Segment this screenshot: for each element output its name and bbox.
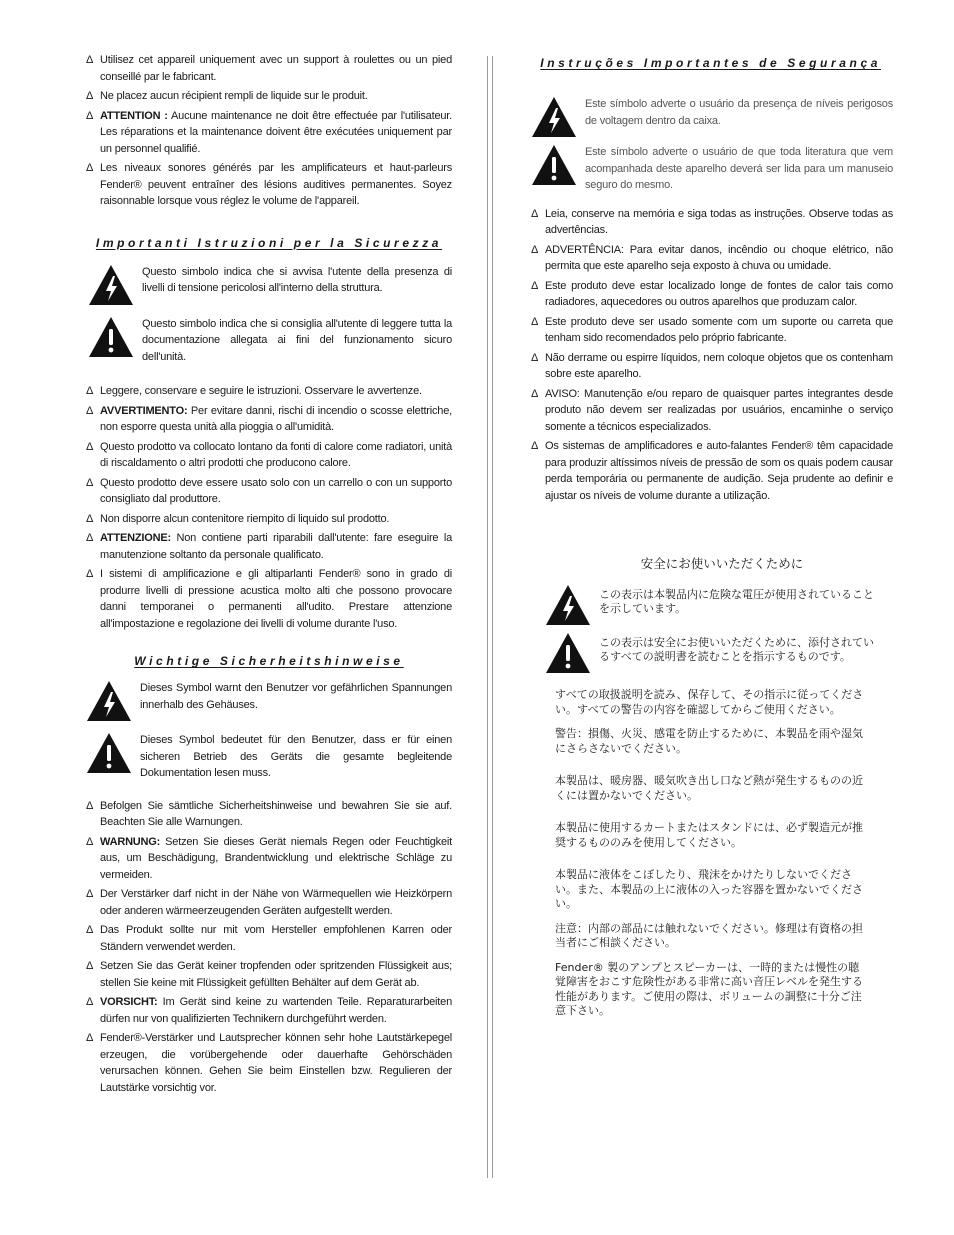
list-item <box>86 383 452 400</box>
list-item <box>531 438 893 504</box>
german-symbol-lightning <box>86 680 452 722</box>
delta-bullet: Δ <box>531 207 539 220</box>
item-text: Non contiene parti riparabili dall'utente: fare eseguire la manutenzione soltanto da personale qualificato. <box>100 532 453 561</box>
delta-bullet: Δ <box>86 476 94 489</box>
japanese-paragraph: 本製品は、暖房器、暖気吹き出し口など熱が発生するものの近くには置かないでください。 <box>555 774 863 802</box>
item-text: Les niveaux sonores générés par les amplificateurs et haut-parleurs Fender® peuvent entraîner des lésions auditives permanentes. Soyez raisonnable lorsque vous réglez le volume de l'appareil. <box>100 162 452 207</box>
delta-bullet: Δ <box>86 924 94 936</box>
item-text: Este produto deve ser usado somente com um suporte ou carreta que tenham sido recomendados pelo próprio fabricante. <box>545 315 893 344</box>
japanese-paragraph: 本製品に液体をこぼしたり、飛沫をかけたりしないでください。また、本製品の上に液体の入った容器を置かないでください。 <box>555 868 863 910</box>
delta-bullet: Δ <box>86 1032 94 1044</box>
item-text: Non disporre alcun contenitore riempito di liquido sul prodotto. <box>100 512 390 525</box>
item-text: AVISO: Manutenção e/ou reparo de quaisquer partes integrantes desde produto não devem ser realizadas por usuários, encaminhe o serviço somente a técnicos especializados. <box>545 387 893 433</box>
delta-bullet: Δ <box>86 109 94 122</box>
exclamation-warning-icon <box>86 732 132 774</box>
list-item <box>86 403 452 436</box>
item-text: Leia, conserve na memória e siga todas as instruções. Observe todas as advertências. <box>545 207 893 236</box>
list-item <box>86 834 452 884</box>
symbol-description: Dieses Symbol bedeutet für den Benutzer, dass er für einen sicheren Betrieb des Geräts die gesamte begleitende Dokumentation lesen muss. <box>140 734 452 779</box>
delta-bullet: Δ <box>86 404 94 417</box>
symbol-description: Dieses Symbol warnt den Benutzer vor gefährlichen Spannungen innerhalb des Gehäuses. <box>140 682 452 711</box>
list-item <box>86 108 452 158</box>
delta-bullet: Δ <box>86 568 94 580</box>
item-text: I sistemi di amplificazione e gli altiparlanti Fender® sono in grado di produrre livelli di pressione acustica molto alti che possono provocare danni temporanei o permanenti all'udito. Prestare attenzione all'impostazione e regolazione dei livelli di volume durante l'uso. <box>100 568 452 630</box>
japanese-symbol-lightning <box>545 584 875 626</box>
japanese-paragraph-text: 製のアンプとスピーカーは、一時的または慢性の聴覚障害をおこす危険性がある非常に高い音圧レベルを発生する性能があります。ご使用の際は、ボリュームの調整に十分ご注意下さい。 <box>555 960 863 1017</box>
column-divider <box>487 56 493 1178</box>
item-text: ADVERTÊNCIA: Para evitar danos, incêndio ou choque elétrico, não permita que este aparelho seja exposto à chuva ou umidade. <box>545 243 893 272</box>
list-item <box>86 798 452 831</box>
item-text: Questo prodotto va collocato lontano da fonti di calore come radiatori, unità di riscaldamento o altri prodotti che producono calore. <box>100 440 452 469</box>
delta-bullet: Δ <box>531 315 539 328</box>
item-label: ATTENTION : <box>100 109 168 122</box>
list-item <box>531 350 893 383</box>
japanese-body <box>555 688 869 1019</box>
delta-bullet: Δ <box>86 888 94 900</box>
item-text: Questo prodotto deve essere usato solo con un carrello o con un supporto consigliato dal produttore. <box>100 476 452 505</box>
exclamation-warning-icon <box>545 632 591 674</box>
lightning-warning-icon <box>88 264 134 306</box>
list-item <box>531 206 893 239</box>
delta-bullet: Δ <box>86 440 94 453</box>
japanese-paragraph: すべての取扱説明を読み、保存して、その指示に従ってください。すべての警告の内容を確認してからご使用ください。 <box>555 688 864 716</box>
item-text: Este produto deve estar localizado longe de fontes de calor tais como radiadores, aquecedores ou outros aparelhos que produzam calor. <box>545 279 893 308</box>
italian-symbol-exclamation <box>88 316 452 366</box>
item-label: WARNUNG: <box>100 835 161 848</box>
left-column <box>86 52 452 1099</box>
delta-bullet: Δ <box>531 279 539 292</box>
delta-bullet: Δ <box>531 440 539 452</box>
portuguese-heading: Instruções Importantes de Segurança <box>540 56 881 70</box>
exclamation-warning-icon <box>88 316 134 358</box>
portuguese-list <box>531 206 893 505</box>
french-list <box>86 52 452 210</box>
delta-bullet: Δ <box>86 54 94 66</box>
symbol-description: この表示は安全にお使いいただくために、添付されているすべての説明書を読むことを指示するものです。 <box>599 636 874 663</box>
italian-list <box>86 383 452 632</box>
item-text: Befolgen Sie sämtliche Sicherheitshinweise und bewahren Sie sie auf. Beachten Sie alle Warnungen. <box>100 799 452 828</box>
italian-symbol-lightning <box>88 264 452 306</box>
delta-bullet: Δ <box>531 243 539 256</box>
list-item <box>86 922 452 955</box>
delta-bullet: Δ <box>531 387 539 400</box>
japanese-symbol-exclamation <box>545 632 875 674</box>
german-list <box>86 798 452 1097</box>
list-item <box>86 439 452 472</box>
right-column <box>531 56 893 1019</box>
item-text: Os sistemas de amplificadores e auto-falantes Fender® têm capacidade para produzir altíssimos níveis de pressão de som os quais podem causar perda temporária ou permanente de audição. Seja prudente ao definir e ajustar os níveis de volume durante a utilização. <box>545 440 893 502</box>
item-text: Fender®-Verstärker und Lautsprecher können sehr hohe Lautstärkepegel erzeugen, die vorübergehende oder dauerhafte Gehörschäden verursachen können. Gehen Sie beim Einstellen bzw. Regulieren der Lautstärke vorsichtig vor. <box>100 1032 452 1094</box>
list-item <box>531 242 893 275</box>
item-text: Das Produkt sollte nur mit vom Hersteller empfohlenen Karren oder Ständern verwendet werden. <box>100 924 452 953</box>
list-item <box>86 1030 452 1096</box>
delta-bullet: Δ <box>86 90 94 102</box>
item-text: Leggere, conservare e seguire le istruzioni. Osservare le avvertenze. <box>100 385 422 397</box>
item-text: Per evitare danni, rischi di incendio o scosse elettriche, non esporre questa unità alla pioggia o all'umidità. <box>100 404 452 433</box>
symbol-description: Este símbolo adverte o usuário da presença de níveis perigosos de voltagem dentro da caixa. <box>585 98 893 127</box>
list-item <box>86 994 452 1027</box>
delta-bullet: Δ <box>86 532 94 544</box>
symbol-description: Questo simbolo indica che si avvisa l'utente della presenza di livelli di tensione pericolosi all'interno della struttura. <box>142 265 452 294</box>
list-item <box>86 475 452 508</box>
item-label: VORSICHT: <box>100 996 158 1008</box>
delta-bullet: Δ <box>86 960 94 972</box>
japanese-paragraph: 警告：損傷、火災、感電を防止するために、本製品を雨や湿気にさらさないでください。 <box>555 727 863 755</box>
item-text: Não derrame ou espirre líquidos, nem coloque objetos que os contenham sobre este aparelho. <box>545 351 893 380</box>
list-item <box>86 88 452 105</box>
list-item <box>86 511 452 528</box>
exclamation-warning-icon <box>531 144 577 186</box>
list-item <box>531 314 893 347</box>
list-item <box>86 160 452 210</box>
list-item <box>86 530 452 563</box>
item-text: Setzen Sie das Gerät keiner tropfenden oder spritzenden Flüssigkeit aus; stellen Sie keine mit Flüssigkeit gefüllten Behälter auf dem Gerät ab. <box>100 960 452 989</box>
list-item <box>531 278 893 311</box>
list-item <box>86 566 452 632</box>
list-item <box>86 958 452 991</box>
german-heading: Wichtige Sicherheitshinweise <box>134 654 404 668</box>
portuguese-symbol-lightning <box>531 96 893 138</box>
japanese-paragraph: 注意：内部の部品には触れないでください。修理は有資格の担当者にご相談ください。 <box>555 921 863 949</box>
list-item <box>531 386 893 436</box>
item-text: Utilisez cet appareil uniquement avec un support à roulettes ou un pied conseillé par le fabricant. <box>100 54 452 83</box>
japanese-paragraph <box>555 961 869 1019</box>
delta-bullet: Δ <box>86 512 94 525</box>
list-item <box>86 886 452 919</box>
lightning-warning-icon <box>86 680 132 722</box>
item-text: Ne placez aucun récipient rempli de liquide sur le produit. <box>100 90 368 102</box>
symbol-description: Este símbolo adverte o usuário de que toda literatura que vem acompanhada deste aparelho deverá ser lida para um manuseio seguro do mesmo. <box>585 146 893 191</box>
item-text: Setzen Sie dieses Gerät niemals Regen oder Feuchtigkeit aus, um Beschädigung, Brandentwicklung und elektrische Schläge zu vermeiden. <box>100 835 452 881</box>
list-item <box>86 52 452 85</box>
brand-name: Fender® <box>555 960 604 974</box>
italian-heading: Importanti Istruzioni per la Sicurezza <box>95 235 443 250</box>
delta-bullet: Δ <box>86 835 94 848</box>
item-text: Aucune maintenance ne doit être effectuée par l'utilisateur. Les réparations et la maintenance doivent être exécutées uniquement par un personnel qualifié. <box>100 109 453 155</box>
symbol-description: この表示は本製品内に危険な電圧が使用されていることを示しています。 <box>599 588 874 615</box>
delta-bullet: Δ <box>531 351 539 364</box>
item-text: Im Gerät sind keine zu wartenden Teile. Reparaturarbeiten dürfen nur von qualifizierten Technikern durchgeführt werden. <box>100 996 452 1025</box>
german-symbol-exclamation <box>86 732 452 782</box>
item-text: Der Verstärker darf nicht in der Nähe von Wärmequellen wie Heizkörpern oder anderen wärmeerzeugenden Geräten aufgestellt werden. <box>100 888 452 917</box>
delta-bullet: Δ <box>86 799 94 812</box>
japanese-heading: 安全にお使いいただくために <box>640 556 804 571</box>
item-label: ATTENZIONE: <box>100 532 171 544</box>
delta-bullet: Δ <box>86 385 94 397</box>
item-label: AVVERTIMENTO: <box>100 404 188 417</box>
lightning-warning-icon <box>531 96 577 138</box>
japanese-paragraph: 本製品に使用するカートまたはスタンドには、必ず製造元が推奨するもののみを使用してください。 <box>555 821 863 849</box>
portuguese-symbol-exclamation <box>531 144 893 194</box>
symbol-description: Questo simbolo indica che si consiglia all'utente di leggere tutta la documentazione allegata ai fini del funzionamento sicuro dell'unità. <box>142 317 452 363</box>
lightning-warning-icon <box>545 584 591 626</box>
delta-bullet: Δ <box>86 996 94 1008</box>
delta-bullet: Δ <box>86 162 94 174</box>
